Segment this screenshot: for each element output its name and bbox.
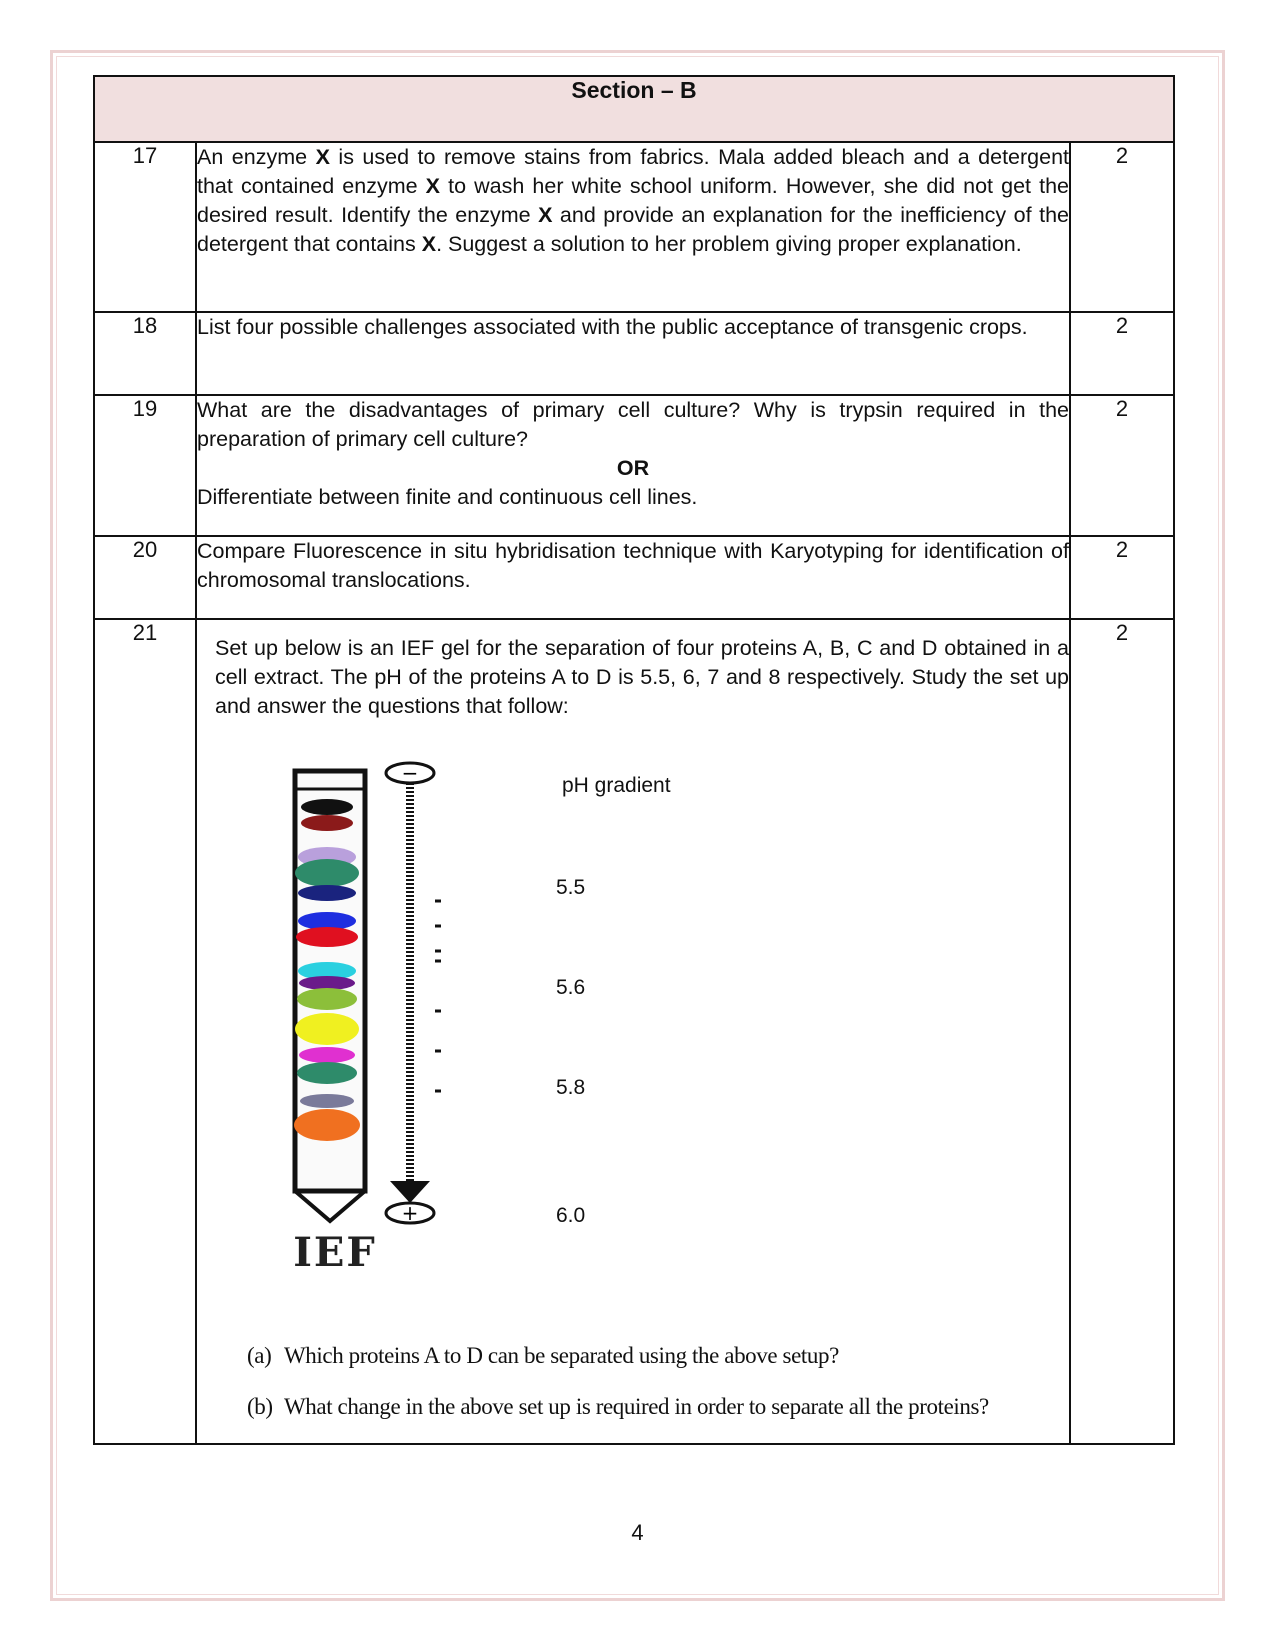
ph-label: 5.5 — [556, 876, 586, 899]
scale-ticks — [435, 901, 441, 1091]
question-number: 21 — [94, 619, 196, 1444]
ief-gel-diagram — [255, 761, 485, 1281]
sub-question-text: Which proteins A to D can be separated using the above setup? — [284, 1343, 839, 1368]
sub-question-text: What change in the above set up is required in order to separate all the proteins? — [284, 1394, 989, 1419]
top-electrode-sign: − — [401, 761, 419, 785]
question-number: 17 — [94, 142, 196, 312]
question-text — [196, 395, 1070, 536]
question-marks: 2 — [1070, 619, 1174, 1444]
question-row — [94, 395, 1174, 536]
ph-label: 5.8 — [556, 1076, 586, 1099]
sub-question-label: (b) — [247, 1394, 273, 1419]
text-segment: to wash her white school uniform. However, she did not get the desired result. Identify the enzyme — [197, 174, 1069, 227]
protein-band — [299, 1047, 355, 1063]
gel-tip — [295, 1191, 365, 1221]
question-text — [196, 142, 1070, 312]
protein-band — [300, 1094, 354, 1108]
protein-band — [294, 1109, 360, 1141]
question-marks: 2 — [1070, 536, 1174, 619]
text-segment: is used to remove stains from fabrics. Mala added bleach and a detergent that contained enzyme — [197, 145, 1070, 198]
question-text — [196, 536, 1070, 619]
protein-band — [296, 927, 358, 947]
question-marks: 2 — [1070, 142, 1174, 312]
alternative-question: Differentiate between finite and continuous cell lines. — [197, 485, 698, 509]
question-row — [94, 312, 1174, 395]
question-body: What are the disadvantages of primary cell culture? Why is trypsin required in the preparation of primary cell culture? — [197, 398, 1069, 451]
ph-label: 6.0 — [556, 1204, 586, 1227]
ph-label: 5.6 — [556, 976, 586, 999]
question-row — [94, 142, 1174, 312]
sub-question — [247, 1341, 1069, 1370]
enzyme-x: X — [538, 203, 553, 227]
ph-gradient-label: pH gradient — [562, 774, 671, 797]
question-table — [93, 75, 1175, 1445]
protein-band — [295, 859, 359, 887]
arrow-head — [390, 1181, 430, 1203]
protein-band — [297, 1062, 357, 1084]
section-title: Section – B — [94, 76, 1174, 142]
ief-caption: IEF — [293, 1229, 377, 1276]
bottom-electrode-sign: + — [401, 1201, 419, 1225]
sub-question — [247, 1392, 1069, 1421]
page-number: 4 — [631, 1520, 644, 1545]
question-body: Set up below is an IEF gel for the separation of four proteins A, B, C and D obtained in a cell extract. The pH of the proteins A to D is 5.5, 6, 7 and 8 respectively. Study the set up and answer the questions that follow: — [215, 636, 1069, 718]
question-number: 18 — [94, 312, 196, 395]
text-segment: An enzyme — [197, 145, 316, 169]
protein-band — [295, 1013, 359, 1045]
protein-band — [298, 885, 356, 901]
question-text — [196, 312, 1070, 395]
enzyme-x: X — [315, 145, 330, 169]
or-separator: OR — [616, 456, 650, 480]
enzyme-x: X — [425, 174, 441, 198]
question-number: 20 — [94, 536, 196, 619]
question-body: Compare Fluorescence in situ hybridisation technique with Karyotyping for identification of chromosomal translocations. — [197, 539, 1069, 592]
protein-band — [301, 799, 353, 815]
question-body: List four possible challenges associated with the public acceptance of transgenic crops. — [197, 315, 1028, 339]
enzyme-x: X — [421, 232, 437, 256]
text-segment: and provide an explanation for the inefficiency of the detergent that contains — [197, 203, 1069, 256]
protein-band — [297, 988, 357, 1010]
protein-band — [301, 815, 353, 831]
ief-figure — [215, 741, 1069, 1341]
sub-question-label: (a) — [247, 1343, 272, 1368]
sub-questions — [247, 1341, 1069, 1421]
question-marks: 2 — [1070, 395, 1174, 536]
question-marks: 2 — [1070, 312, 1174, 395]
question-row — [94, 536, 1174, 619]
question-number: 19 — [94, 395, 196, 536]
protein-band — [299, 976, 355, 990]
question-text — [196, 619, 1070, 1444]
text-segment: . Suggest a solution to her problem giving proper explanation. — [436, 232, 1022, 256]
question-row — [94, 619, 1174, 1444]
